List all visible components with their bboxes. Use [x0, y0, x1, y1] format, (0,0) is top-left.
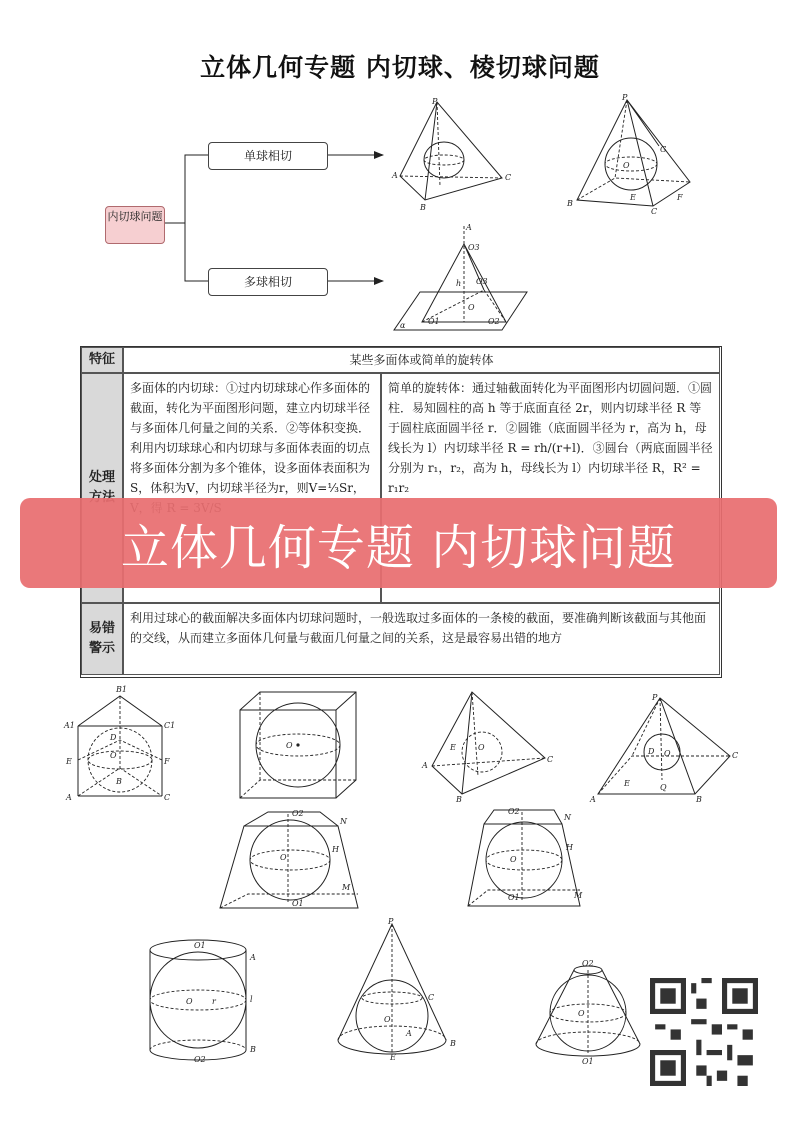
label-b: B [567, 199, 573, 208]
qr-code-icon[interactable] [650, 978, 758, 1086]
label-b1: B1 [116, 685, 127, 694]
label-c1: C1 [164, 721, 176, 730]
label-o: O [578, 1009, 585, 1018]
prism-figure [62, 684, 192, 806]
square-pyramid-sphere-figure [565, 93, 705, 216]
label-a: A [406, 1029, 412, 1038]
label-o: O [110, 751, 117, 760]
label-c: C [428, 993, 435, 1002]
label-p: P [652, 693, 658, 702]
label-a: A [422, 761, 428, 770]
label-o: O [664, 749, 671, 758]
label-alpha: α [400, 321, 406, 330]
label-b: B [420, 203, 426, 212]
root-node: 内切球问题 [105, 206, 165, 244]
feature-header: 特征 [81, 347, 123, 373]
frustum-figure-2 [462, 806, 597, 911]
method-header: 处理 [81, 373, 123, 603]
label-n: N [340, 817, 347, 826]
label-h: H [332, 845, 339, 854]
label-o: O [510, 855, 517, 864]
label-o: O [468, 303, 475, 312]
label-a: A [66, 793, 72, 802]
branch-lines [163, 155, 208, 281]
method-right-text: 简单的旋转体：通过轴截面转化为平面图形内切圆问题．①圆柱．易知圆柱的高 h 等于底面直径 2r，则内切球半径 R 等于圆柱底面圆半径 r．②圆锥（底面圆半径为 r，高为 h，母线长为 l）内切球半径 R = rh/(r+l)．③圆台（两底面圆半径分别为 r₁，r₂，高为 h，母线长为 l）内切球半径 R，R² = r₁r₂ [381, 373, 720, 603]
label-a1: A1 [64, 721, 75, 730]
label-o1: O1 [582, 1057, 594, 1066]
label-h: H [566, 843, 573, 852]
pyramid-inscribed-sphere-figure [392, 98, 517, 213]
label-p: P [432, 97, 438, 106]
label-o2: O2 [488, 317, 500, 326]
square-pyramid-figure [590, 694, 740, 806]
label-r: r [212, 997, 216, 1006]
label-o: O [623, 161, 630, 170]
method-left-text: 多面体的内切球：①过内切球球心作多面体的截面，转化为平面图形问题，建立内切球半径与多面体几何量之间的关系．②等体积变换．利用内切球球心和内切球与多面体表面的切点将多面体分割为多个锥体，设多面体表面积为S，体积为V，内切球半径为r，则V=⅓Sr， [123, 373, 381, 603]
label-m: M [574, 891, 583, 900]
page-title: 立体几何专题 内切球、棱切球问题 [200, 53, 600, 82]
label-p: P [622, 93, 628, 102]
label-c: C [732, 751, 739, 760]
label-c: C [505, 173, 512, 182]
label-o2: O2 [508, 807, 520, 816]
arrow-head-2 [374, 277, 384, 285]
warning-header: 易错警示 [81, 603, 123, 675]
label-o: O [280, 853, 287, 862]
label-e: E [450, 743, 456, 752]
label-g: G [660, 145, 667, 154]
multi-sphere-figure [392, 222, 537, 337]
label-a: A [466, 223, 472, 232]
label-f: F [164, 757, 170, 766]
label-q: Q [660, 783, 667, 792]
label-b: B [450, 1039, 456, 1048]
tetrahedron-figure [420, 690, 555, 802]
label-b: B [116, 777, 122, 786]
cube-figure [238, 690, 363, 802]
label-a: A [392, 171, 398, 180]
label-e: E [624, 779, 630, 788]
label-o: O [186, 997, 193, 1006]
label-l: l [250, 995, 253, 1004]
label-p: P [388, 917, 394, 926]
label-b: B [250, 1045, 256, 1054]
label-h: h [456, 279, 462, 288]
multi-sphere-node: 多球相切 [208, 268, 328, 296]
label-o3: O3 [468, 243, 480, 252]
label-o1: O1 [428, 317, 440, 326]
label-o: O [286, 741, 293, 750]
label-c: C [547, 755, 554, 764]
label-c: C [164, 793, 171, 802]
label-c: C [651, 207, 658, 216]
feature-text: 某些多面体或简单的旋转体 [123, 347, 720, 373]
cylinder-figure [140, 938, 265, 1068]
label-d: D [110, 733, 117, 742]
label-m: M [342, 883, 351, 892]
frustum-figure-3 [530, 958, 655, 1068]
label-a: A [590, 795, 596, 804]
label-b: B [456, 795, 462, 804]
label-o1: O1 [292, 899, 304, 908]
label-a: A [250, 953, 256, 962]
label-e: E [390, 1053, 396, 1062]
label-f: F [677, 193, 683, 202]
label-d: D [648, 747, 655, 756]
label-o1: O1 [508, 893, 520, 902]
arrow-head-1 [374, 151, 384, 159]
label-o3b: O3 [476, 277, 488, 286]
overlay-banner: 立体几何专题 内切球问题 [20, 498, 777, 588]
label-o2: O2 [582, 959, 594, 968]
label-e: E [66, 757, 72, 766]
label-b: B [696, 795, 702, 804]
label-n: N [564, 813, 571, 822]
label-o2: O2 [292, 809, 304, 818]
label-o: O [478, 743, 485, 752]
cone-figure [330, 918, 465, 1063]
label-o: O [384, 1015, 391, 1024]
warning-text: 利用过球心的截面解决多面体内切球问题时，一般选取过多面体的一条棱的截面，要准确判断该截面与其他面的交线，从而建立多面体几何量与截面几何量之间的关系，这是最容易出错的地方 [123, 603, 720, 675]
label-o2: O2 [194, 1055, 206, 1064]
single-sphere-node: 单球相切 [208, 142, 328, 170]
frustum-figure-1 [208, 808, 373, 913]
label-o1: O1 [194, 941, 206, 950]
label-e: E [630, 193, 636, 202]
